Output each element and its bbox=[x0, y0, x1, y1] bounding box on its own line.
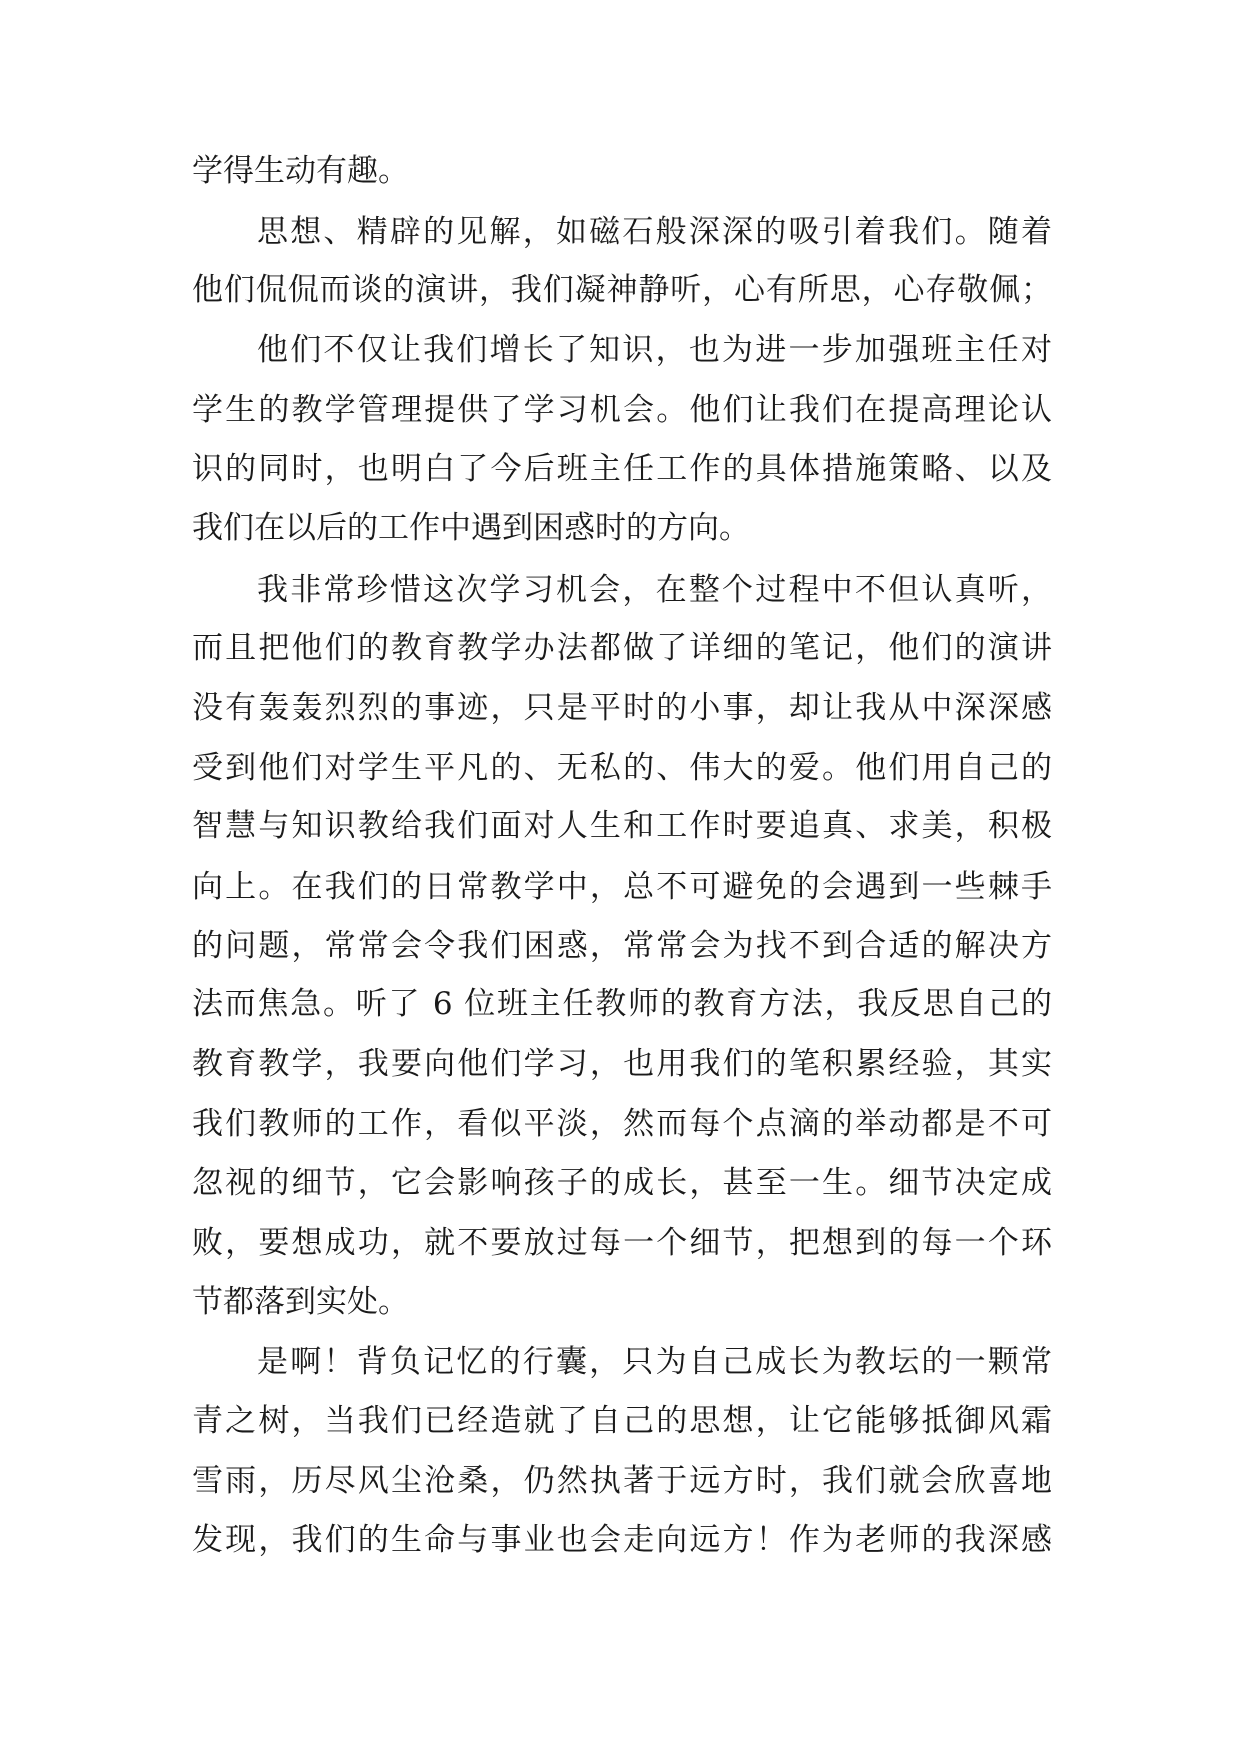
text-line: 我非常珍惜这次学习机会，在整个过程中不但认真听， bbox=[257, 572, 1052, 608]
text-line: 青之树，当我们已经造就了自己的思想，让它能够抵御风霜 bbox=[192, 1403, 1052, 1439]
text-line: 向上。在我们的日常教学中，总不可避免的会遇到一些棘手 bbox=[192, 869, 1052, 905]
text-line: 我们教师的工作，看似平淡，然而每个点滴的举动都是不可 bbox=[192, 1106, 1052, 1142]
text-line: 是啊！背负记忆的行囊，只为自己成长为教坛的一颗常 bbox=[257, 1344, 1052, 1380]
text-line: 忽视的细节，它会影响孩子的成长，甚至一生。细节决定成 bbox=[192, 1165, 1052, 1201]
text-line: 节都落到实处。 bbox=[192, 1284, 409, 1320]
text-line: 思想、精辟的见解，如磁石般深深的吸引着我们。随着 bbox=[257, 214, 1052, 250]
text-line: 他们不仅让我们增长了知识，也为进一步加强班主任对 bbox=[257, 332, 1052, 368]
text-line: 学生的教学管理提供了学习机会。他们让我们在提高理论认 bbox=[192, 392, 1052, 428]
text-line: 智慧与知识教给我们面对人生和工作时要追真、求美，积极 bbox=[192, 808, 1052, 844]
text-line: 法而焦急。听了 6 位班主任教师的教育方法，我反思自己的 bbox=[192, 986, 1052, 1022]
text-line: 雪雨，历尽风尘沧桑，仍然执著于远方时，我们就会欣喜地 bbox=[192, 1463, 1052, 1499]
text-line: 学得生动有趣。 bbox=[192, 153, 409, 189]
text-line: 的问题，常常会令我们困惑，常常会为找不到合适的解决方 bbox=[192, 928, 1052, 964]
text-line: 受到他们对学生平凡的、无私的、伟大的爱。他们用自己的 bbox=[192, 750, 1052, 786]
text-line: 而且把他们的教育教学办法都做了详细的笔记，他们的演讲 bbox=[192, 630, 1052, 666]
text-line: 我们在以后的工作中遇到困惑时的方向。 bbox=[192, 510, 750, 546]
text-line: 教育教学，我要向他们学习，也用我们的笔积累经验，其实 bbox=[192, 1046, 1052, 1082]
text-line: 败，要想成功，就不要放过每一个细节，把想到的每一个环 bbox=[192, 1225, 1052, 1261]
text-line: 没有轰轰烈烈的事迹，只是平时的小事，却让我从中深深感 bbox=[192, 690, 1052, 726]
text-line: 识的同时，也明白了今后班主任工作的具体措施策略、以及 bbox=[192, 451, 1052, 487]
text-line: 发现，我们的生命与事业也会走向远方！作为老师的我深感 bbox=[192, 1522, 1052, 1558]
text-line: 他们侃侃而谈的演讲，我们凝神静听，心有所思，心存敬佩； bbox=[192, 272, 1052, 308]
